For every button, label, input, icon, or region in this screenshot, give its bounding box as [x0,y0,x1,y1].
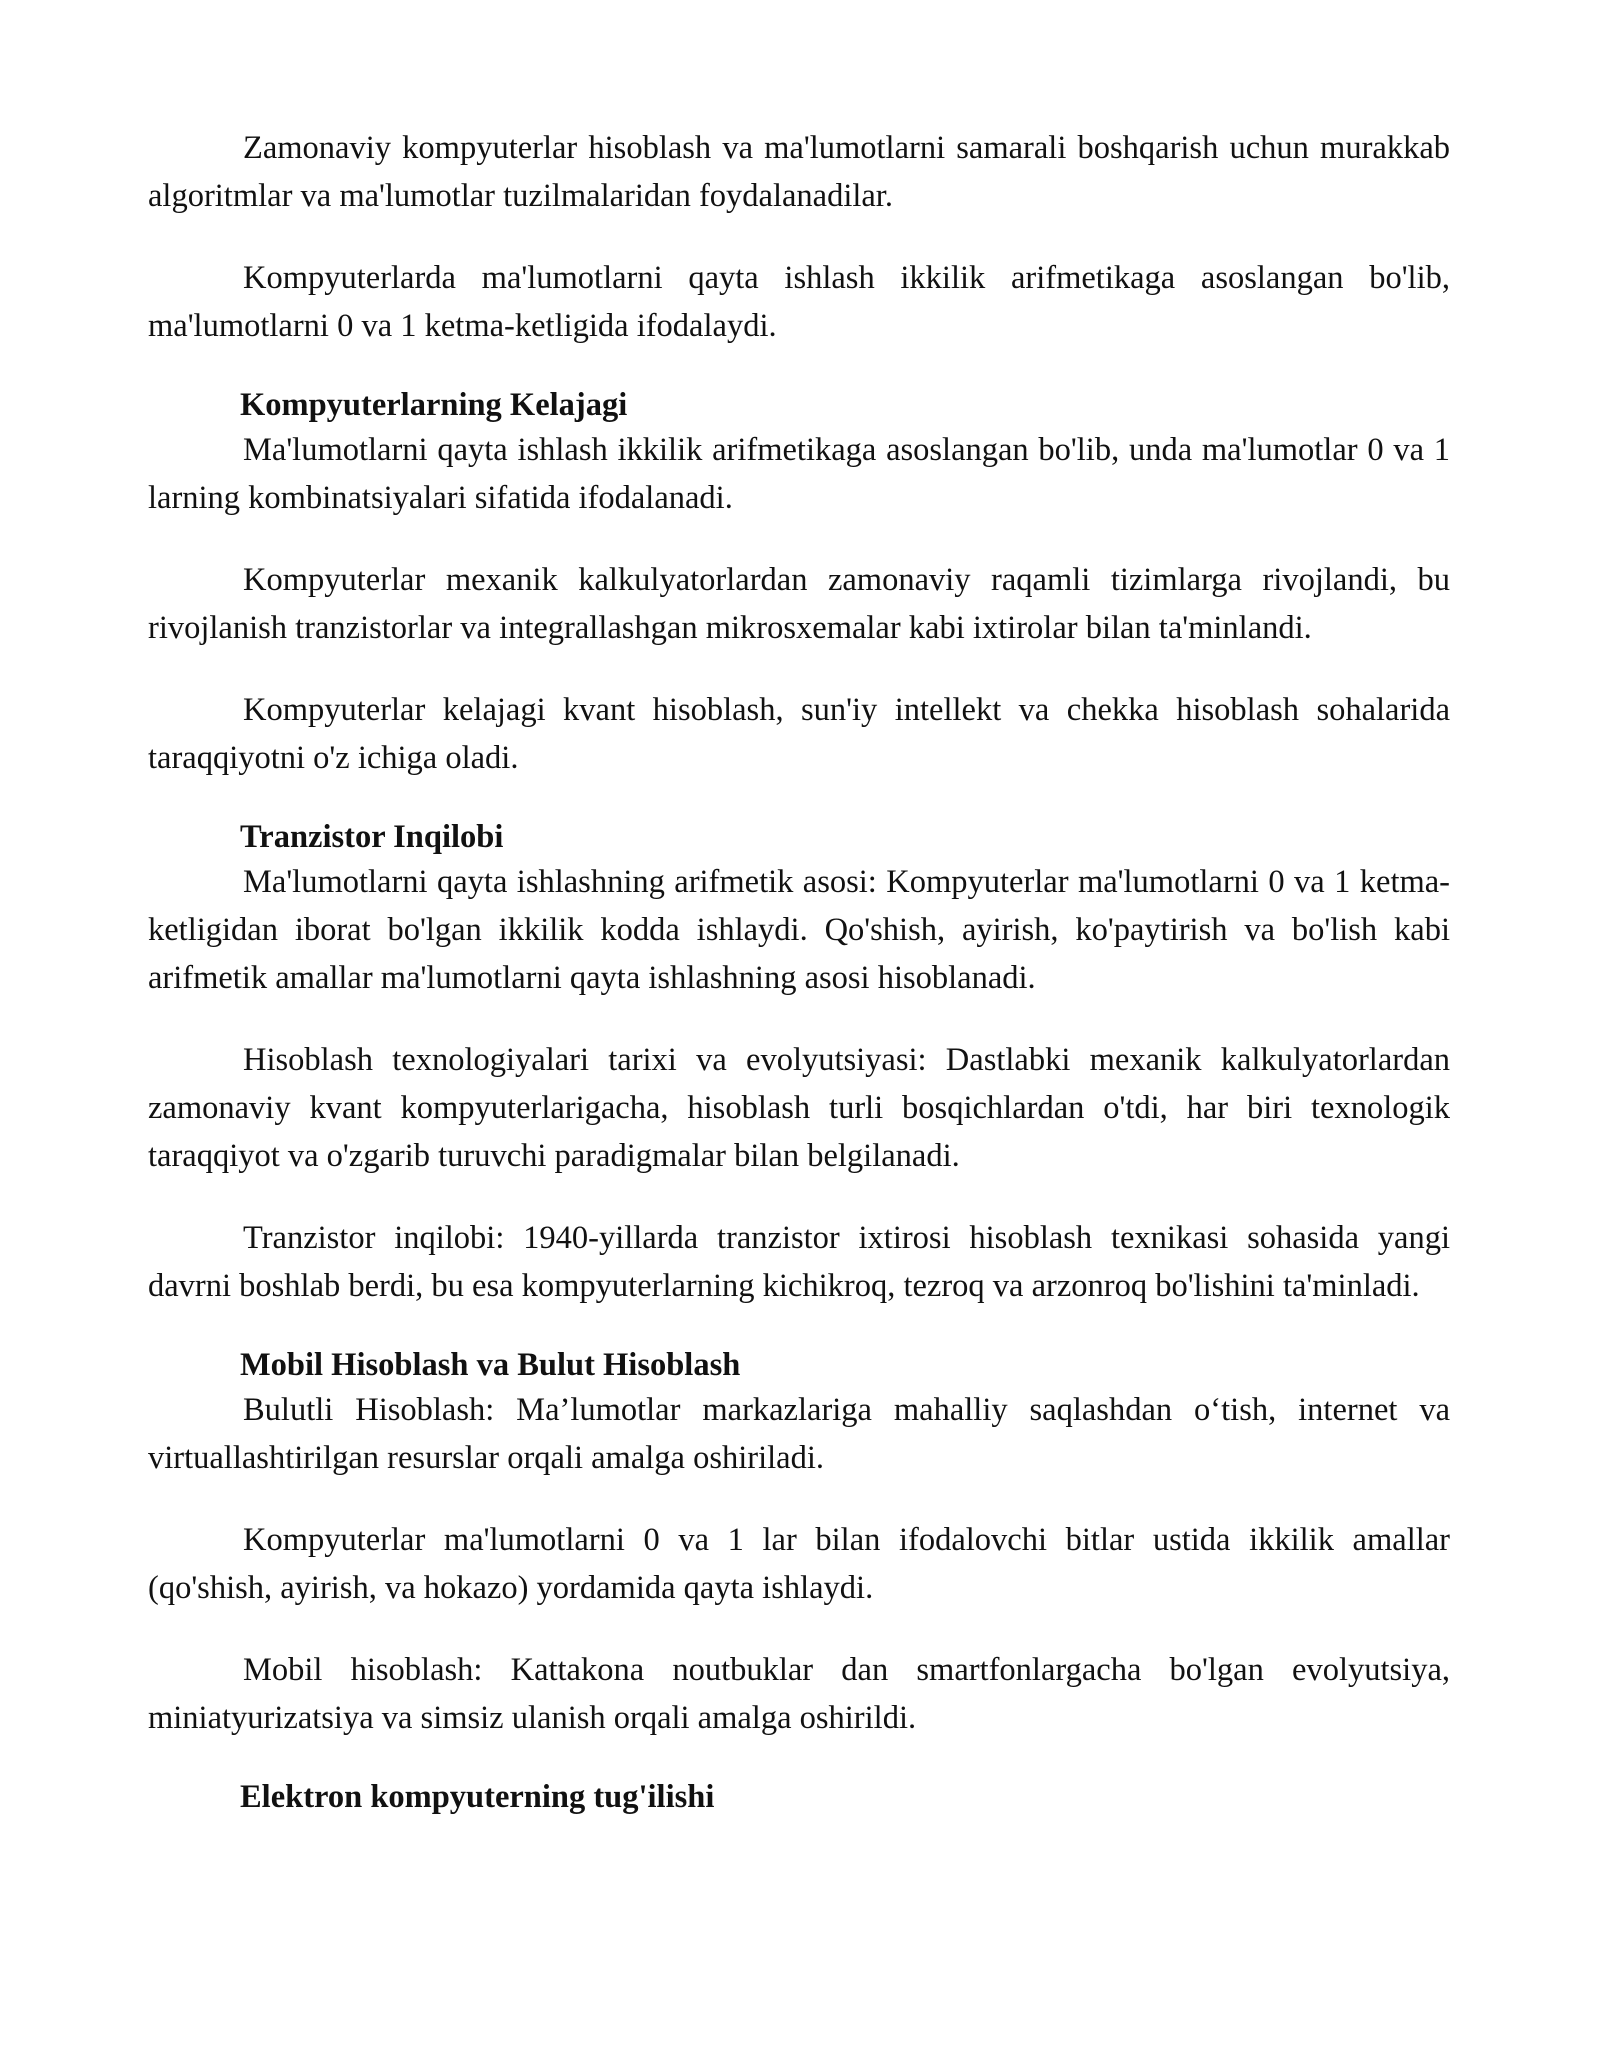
section-heading: Kompyuterlarning Kelajagi [240,387,628,423]
section-paragraph: Kompyuterlar mexanik kalkulyatorlardan zamonaviy raqamli tizimlarga rivojlandi, bu rivojlanish tranzistorlar va integrallashgan mikrosxemalar kabi ixtirolar bilan ta'minlandi. [148,562,1450,646]
section-paragraph: Kompyuterlar ma'lumotlarni 0 va 1 lar bilan ifodalovchi bitlar ustida ikkilik amallar (qo'shish, ayirish, va hokazo) yordamida qayta ishlaydi. [148,1522,1450,1606]
section-paragraph: Bulutli Hisoblash: Ma’lumotlar markazlariga mahalliy saqlashdan o‘tish, internet va virtuallashtirilgan resurslar orqali amalga oshiriladi. [148,1392,1450,1476]
section-paragraph: Hisoblash texnologiyalari tarixi va evolyutsiyasi: Dastlabki mexanik kalkulyatorlardan zamonaviy kvant kompyuterlarigacha, hisoblash turli bosqichlardan o'tdi, har biri texnologik taraqqiyot va o'zgarib turuvchi paradigmalar bilan belgilanadi. [148,1042,1450,1174]
final-section-heading: Elektron kompyuterning tug'ilishi [240,1779,715,1815]
section-paragraph: Kompyuterlar kelajagi kvant hisoblash, sun'iy intellekt va chekka hisoblash sohalarida taraqqiyotni o'z ichiga oladi. [148,692,1450,776]
intro-paragraph-1: Zamonaviy kompyuterlar hisoblash va ma'lumotlarni samarali boshqarish uchun murakkab algoritmlar va ma'lumotlar tuzilmalaridan foydalanadilar. [148,130,1450,214]
section-paragraph: Ma'lumotlarni qayta ishlash ikkilik arifmetikaga asoslangan bo'lib, unda ma'lumotlar 0 va 1 larning kombinatsiyalari sifatida ifodalanadi. [148,432,1450,516]
section-paragraph: Ma'lumotlarni qayta ishlashning arifmetik asosi: Kompyuterlar ma'lumotlarni 0 va 1 ketma-ketligidan iborat bo'lgan ikkilik kodda ishlaydi. Qo'shish, ayirish, ko'paytirish va bo'lish kabi arifmetik amallar ma'lumotlarni qayta ishlashning asosi hisoblanadi. [148,864,1450,996]
section-kompyuterlarning-kelajagi [148,384,1450,782]
section-paragraph: Mobil hisoblash: Kattakona noutbuklar dan smartfonlargacha bo'lgan evolyutsiya, miniatyurizatsiya va simsiz ulanish orqali amalga oshirildi. [148,1652,1450,1736]
document-body [148,124,1450,1818]
section-heading: Tranzistor Inqilobi [240,819,504,855]
section-paragraph: Tranzistor inqilobi: 1940-yillarda tranzistor ixtirosi hisoblash texnikasi sohasida yangi davrni boshlab berdi, bu esa kompyuterlarning kichikroq, tezroq va arzonroq bo'lishini ta'minladi. [148,1220,1450,1304]
section-heading: Mobil Hisoblash va Bulut Hisoblash [240,1347,741,1383]
intro-paragraph-2: Kompyuterlarda ma'lumotlarni qayta ishlash ikkilik arifmetikaga asoslangan bo'lib, ma'lumotlarni 0 va 1 ketma-ketligida ifodalaydi. [148,260,1450,344]
section-tranzistor-inqilobi [148,816,1450,1310]
section-mobil-bulut-hisoblash [148,1344,1450,1742]
